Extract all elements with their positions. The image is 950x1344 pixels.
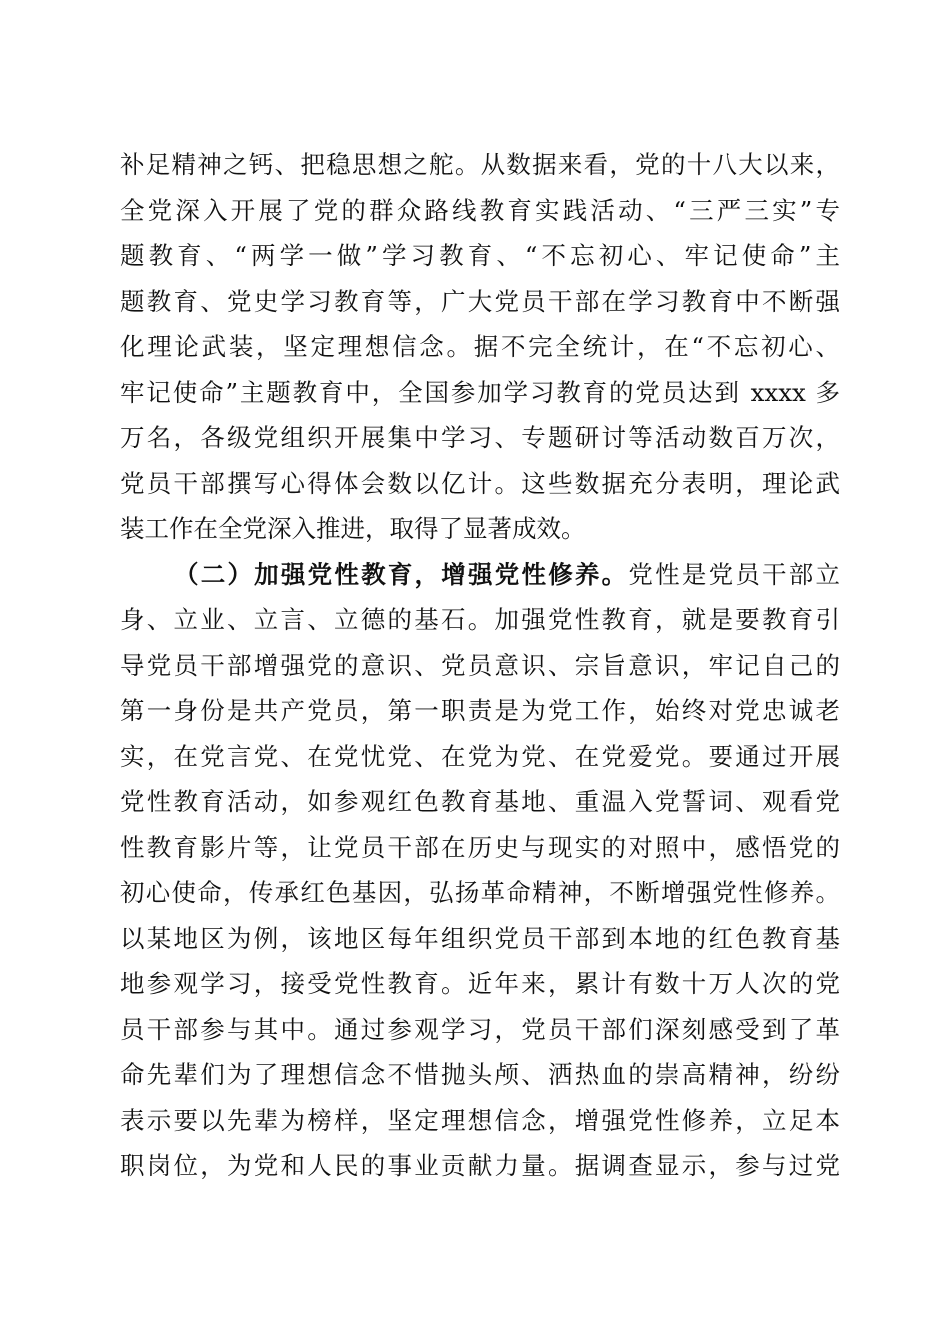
text-line: 党员干部撰写心得体会数以亿计。这些数据充分表明，理论武 xyxy=(120,468,840,498)
text-line: 职岗位，为党和人民的事业贡献力量。据调查显示，参与过党 xyxy=(120,1151,840,1180)
text-line: 补足精神之钙、把稳思想之舵。从数据来看，党的十八大以来， xyxy=(120,150,840,179)
text-line: 实，在党言党、在党忧党、在党为党、在党爱党。要通过开展 xyxy=(120,741,840,771)
text-line: 第一身份是共产党员，第一职责是为党工作，始终对党忠诚老 xyxy=(120,696,840,725)
text-line: 党性教育活动，如参观红色教育基地、重温入党誓词、观看党 xyxy=(120,787,840,816)
text-line: 化理论武装，坚定理想信念。据不完全统计，在“不忘初心、 xyxy=(120,332,840,361)
paragraph2-first-line-rest: 党性是党员干部立 xyxy=(628,559,840,589)
text-line: 身、立业、立言、立德的基石。加强党性教育，就是要教育引 xyxy=(120,605,840,634)
text-line: 万名，各级党组织开展集中学习、专题研讨等活动数百万次， xyxy=(120,423,840,452)
text-line: 题教育、党史学习教育等，广大党员干部在学习教育中不断强 xyxy=(120,286,840,316)
text-line: 导党员干部增强党的意识、党员意识、宗旨意识，牢记自己的 xyxy=(120,650,840,680)
text-line: 表示要以先辈为榜样，坚定理想信念，增强党性修养，立足本 xyxy=(120,1105,840,1135)
text-line: 全党深入开展了党的群众路线教育实践活动、“三严三实”专 xyxy=(120,195,840,225)
text-line: 初心使命，传承红色基因，弘扬革命精神，不断增强党性修养。 xyxy=(120,878,840,907)
section-heading: （二）加强党性教育，增强党性修养。 xyxy=(174,559,629,589)
text-line: 以某地区为例，该地区每年组织党员干部到本地的红色教育基 xyxy=(120,923,840,953)
text-line: 命先辈们为了理想信念不惜抛头颅、洒热血的崇高精神，纷纷 xyxy=(120,1060,840,1089)
text-line: 地参观学习，接受党性教育。近年来，累计有数十万人次的党 xyxy=(120,969,840,998)
body-text xyxy=(120,142,840,1189)
paragraph2-first-line xyxy=(120,552,840,598)
text-line: 性教育影片等，让党员干部在历史与现实的对照中，感悟党的 xyxy=(120,832,840,862)
text-line: 题教育、“两学一做”学习教育、“不忘初心、牢记使命”主 xyxy=(120,241,840,270)
text-line: 员干部参与其中。通过参观学习，党员干部们深刻感受到了革 xyxy=(120,1014,840,1044)
text-line: 牢记使命”主题教育中，全国参加学习教育的党员达到 xxxx 多 xyxy=(120,377,840,407)
text-line: 装工作在全党深入推进，取得了显著成效。 xyxy=(120,514,586,543)
